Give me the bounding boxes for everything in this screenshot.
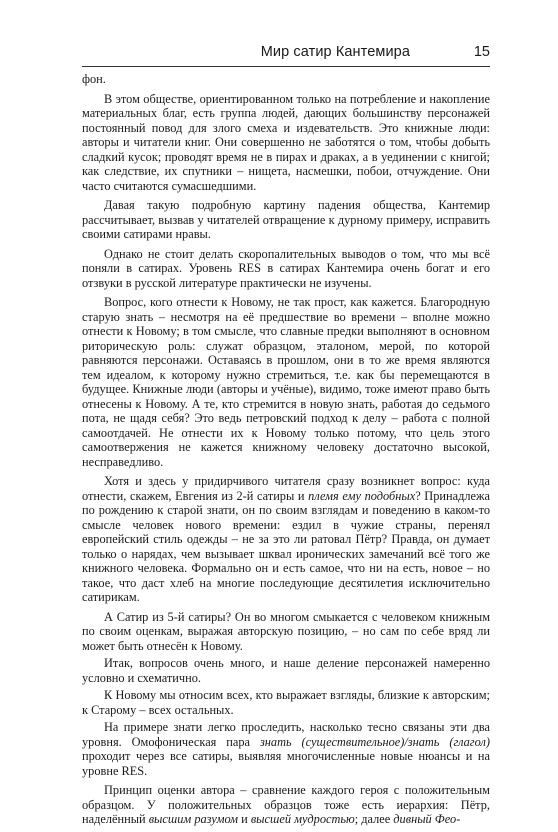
- body-text: [82, 72, 490, 832]
- text-run: А Сатир из 5-й сатиры? Он во многом смыкается с человеком книжным по своим оценкам, выражая авторскую позицию, – но сам по себе вряд ли может быть отнесён к Новому.: [82, 609, 490, 653]
- text-run: Давая такую подробную картину падения общества, Кантемир рассчитывает, вызвав у читателей отвращение к дурному примеру, исправить своими сатирами нравы.: [82, 198, 490, 241]
- text-run: В этом обществе, ориентированном только на потребление и накопление материальных благ, есть группа людей, дающих большинству персонажей постоянный повод для злого смеха и издевательств. Это книжные люди: авторы и читатели книг. Они совершенно не заботятся о том, чтобы добыть сладкий кусок; проводят время не в пирах и драках, а в уединении с книгой; как следствие, их спутники – нищета, насмешки, побои, отчуждение. Они часто считаются сумасшедшими.: [82, 91, 490, 193]
- paragraph: [82, 783, 490, 827]
- paragraph: [82, 720, 490, 778]
- text-run: Итак, вопросов очень много, и наше деление персонажей намеренно условно и схематично.: [82, 656, 490, 685]
- text-run: Принцип оценки автора – сравнение каждого героя с положительным образцом. У положительных образцов тоже есть иерархия: Пётр, наделённый: [82, 783, 490, 826]
- paragraph: [82, 92, 490, 194]
- text-run: Однако не стоит делать скоропалительных выводов о том, что мы всё поняли в сатирах. Уровень RES в сатирах Кантемира очень богат и его отзвуки в русской литературе практически не изучены.: [82, 246, 490, 290]
- paragraph: [82, 247, 490, 291]
- text-run: Вопрос, кого отнести к Новому, не так прост, как кажется. Благородную старую знать – несмотря на её предшествие во времени – вполне можно отнести к Новому; в том смысле, что славные предки выполняют в основном риторическую роль: служат образцом, эталоном, мерой, по которой равняются персонажи. Оставаясь в прошлом, они в то же время являются тем идеалом, к которому нужно стремиться, т.е. как бы перемещаются в будущее. Книжные люди (авторы и учёные), видимо, тоже имеют право быть отнесены к Новому. А те, кто стремится в новую знать, работая до седьмого пота, не щадя себя? Это ведь петровский подход к делу – работа с полной самоотдачей. Не отнести их к Новому только потому, что цель этого самоотвержения не кажется книжному человеку достаточно высокой, несправедливо.: [82, 295, 490, 469]
- paragraph: [82, 656, 490, 685]
- header-rule: [82, 66, 490, 67]
- running-title: Мир сатир Кантемира: [260, 44, 410, 60]
- text-run: На примере знати легко проследить, насколько тесно связаны эти два уровня. Омофоническая пара: [82, 720, 490, 749]
- page-number: 15: [473, 44, 490, 60]
- text-run: фон.: [82, 72, 106, 86]
- text-run: проходит через все сатиры, выявляя многочисленные новые нюансы и на уровне RES.: [82, 749, 490, 778]
- italic-text: племя ему подобных: [308, 488, 416, 503]
- italic-text: дивный Фео-: [393, 812, 461, 826]
- text-run: К Новому мы относим всех, кто выражает взгляды, близкие к авторским; к Старому – всех остальных.: [82, 688, 490, 717]
- text-run: Хотя и здесь у придирчивого читателя сразу возникнет вопрос: куда отнести, скажем, Евгения из 2-й сатиры и: [82, 474, 490, 503]
- page-header: [82, 44, 490, 64]
- italic-text: высшей мудростью: [250, 812, 355, 826]
- text-run: ? Принадлежа по рождению к старой знати, он по своим взглядам и поведению в каком-то смысле человек нового времени: ездил в чужие страны, перенял европейский стиль одежды – не за это ли ратовал Пётр? Правда, он думает только о нарядах, чем вызывает шквал иронических замечаний всё того же книжного человека. Формально он и есть самое, что ни на есть, новое – но такое, что даст хлеб на многие последующие десятилетия исключительно сатирикам.: [82, 488, 490, 604]
- paragraph: [82, 610, 490, 654]
- paragraph: [82, 198, 490, 242]
- text-run: ; далее: [354, 812, 394, 826]
- italic-text: высшим разумом: [148, 812, 239, 826]
- paragraph: [82, 474, 490, 605]
- italic-text: знать (существительное)/знать (глагол): [259, 734, 490, 749]
- paragraph: [82, 72, 490, 87]
- text-run: и: [238, 812, 251, 826]
- paragraph: [82, 688, 490, 717]
- paragraph: [82, 295, 490, 469]
